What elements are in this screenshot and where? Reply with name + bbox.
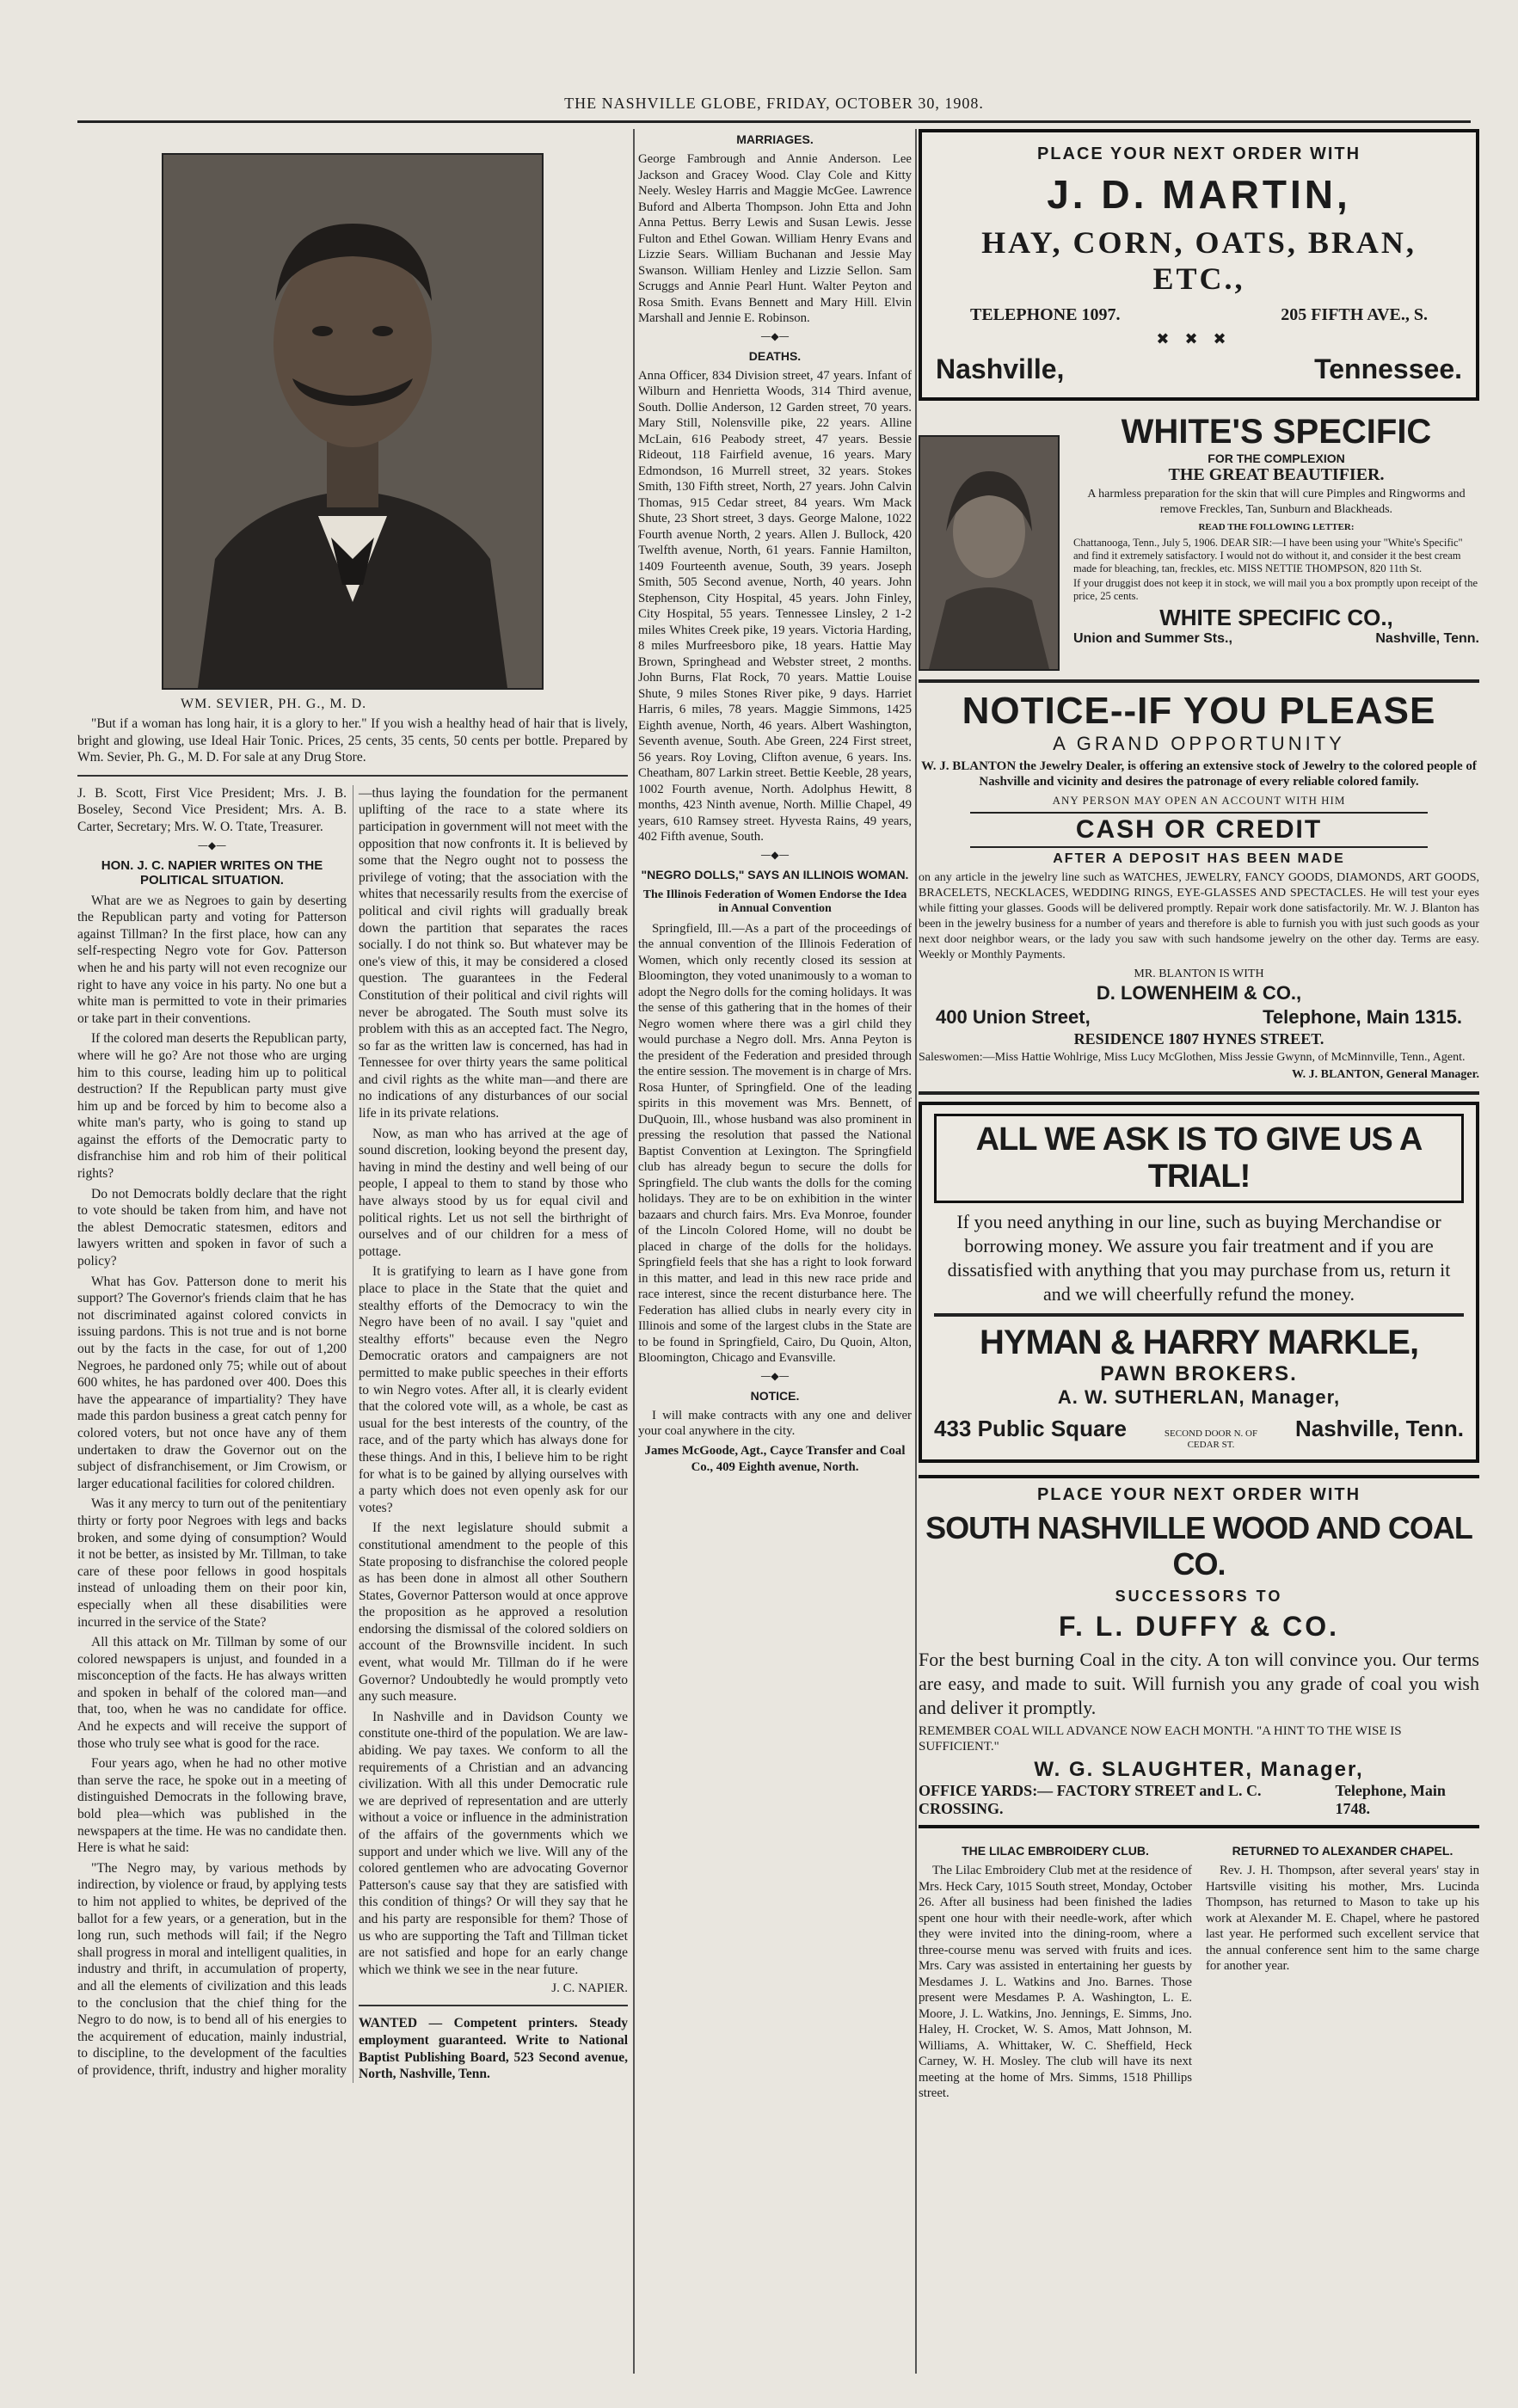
notice-tel: Telephone, Main 1315. [1263, 1006, 1462, 1028]
markle-body: If you need anything in our line, such as buying Merchandise or borrowing money. We assure you fair treatment and if you are dissatisfied with anything that you may purchase from us, return it and we will cheerfully refund the money. [947, 1211, 1451, 1305]
napier-paragraph: Four years ago, when he had no other motive than serve the race, he spoke out in a meeting of distinguished Democrats in the following brave, bold plea—which was published in the newspapers at the time. He was no candidate then. Here is what he said: [77, 1756, 347, 1856]
chapel-heading: RETURNED TO ALEXANDER CHAPEL. [1232, 1844, 1453, 1858]
martin-state: Tennessee. [1314, 353, 1462, 384]
portrait-image [919, 435, 1060, 671]
white-for: FOR THE COMPLEXION [1208, 452, 1345, 465]
martin-line1: PLACE YOUR NEXT ORDER WITH [1036, 144, 1361, 163]
coal-remember: REMEMBER COAL WILL ADVANCE NOW EACH MONTH. "A HINT TO THE WISE IS SUFFICIENT." [919, 1724, 1402, 1754]
lilac-article [919, 1837, 1192, 2105]
dolls-article: Springfield, Ill.—As a part of the proceedings of the annual convention of the Illinois Federation of Women, which only recently closed its session at Bloomington, they voted unanimously to a woman to adopt the Negro dolls for the coming holidays. It was the sense of this gathering that in the homes of their Negro women where there was a girl child they would purchase a Negro doll. Mrs. Anna Peyton is the president of the Federation and presided through the entire session. The movement is in charge of Mrs. Rosa Hunter, of Springfield. One of the leading spirits in this movement was Mrs. Bennett, of DuQuoin, Ill., whose husband was also prominent in pressing the resolution that passed the National Baptist Convention at Lexington. The Springfield club has already begun to secure the dolls for Springfield. The club wants the dolls for the coming holidays. They are to be on exhibition in the winter bazaars and church fairs. Mrs. Eva Monroe, founder of the Lincoln Colored Home, will no doubt be placed in charge of the dolls for the holidays. Springfield feels that she has a right to look forward in this matter, and lead in this new race pride and race interest, since the recent disturbance here. The Federation has allied clubs in nearly every city in Illinois and some of the largest clubs in the State are to be found in Springfield, Cairo, Du Quoin, Alton, Bloomington, Chicago and Evansville. [638, 921, 912, 1365]
notice-body: I will make contracts with any one and deliver your coal anywhere in the city. [638, 1408, 912, 1438]
chapel-body: Rev. J. H. Thompson, after several years' stay in Hartsville visiting his mother, Mrs. Lucinda Thompson, has returned to Mason to take up his work at Alexander M. E. Chapel, where he pastored last year. He performed such excellent service that the annual conference sent him to the same charge for another year. [1206, 1864, 1479, 1973]
notice-any: ANY PERSON MAY OPEN AN ACCOUNT WITH HIM [1052, 794, 1346, 807]
white-company: WHITE SPECIFIC CO., [1159, 605, 1393, 630]
napier-paragraph: "The Negro may, by various methods by indirection, by violence or fraud, by applying tests to him not applied to whites, be deprived of the ballot for a few years, or a generation, but in the long run, such methods will fail; if the Negro shall progress in moral and intelligent qualities, in industry and thrift, in accumulation of property, and all the elements of civilization and this leads to the conclusion that the chief thing for the Negro to do now, is to bend all of his energies to the acquirement of education, mainly industrial, to discipline, to the development of the faculties of providence, thrift, industry and higher morality—thus laying the foundation for the permanent uplifting of the race to a state where its participation in government will not meet with the opposition that now confronts it. It is believed by some that the Negro ought not to possess the privilege of voting; that the association with the whites that necessarily results from the exercise of political and civil rights will gradually break down the partition that separates the races socially. I do not think so. But whatever may be one's view of this, it may be considered a closed question. The guarantees in the Federal Constitution of their political and civil rights will never be abrogated. The South must solve its problem with this as an accepted fact. The Negro, so far as the written law is concerned, has had in Tennessee for over thirty years the same political and civil rights as the white man—and there are no indications of any disturbances of our social life in its private relations. [77, 785, 628, 2078]
napier-paragraph: Now, as man who has arrived at the age of sound discretion, looking beyond the present day, having in mind the destiny and well being of our people, I appeal to them to stand by those who have always stood by us for equal civil and political rights. Let us not sell the birthright of ourselves and of our children for a mess of pottage. [359, 1126, 628, 1259]
napier-paragraph: What has Gov. Patterson done to merit his support? The Governor's friends claim that he has not discriminated against colored convicts in issuing pardons. This is not true and is not borne out by the facts in the case, for out of 1,200 Negroes, he pardoned only 75; while out of about 600 whites, he has pardoned over 400. Does this have the appearance of impartiality? They have made this pardon business a great catch penny for colored voters, but not once have any of them undertaken to draw the Governor out on the subject of disfranchisement, or Jim Crowism, or larger educational facilities for colored children. [77, 1274, 347, 1491]
wanted-ad: WANTED — Competent printers. Steady employment guaranteed. Write to National Baptist Publishing Board, 523 Second avenue, North, Nashville, Tenn. [359, 2016, 628, 2082]
portrait-caption: WM. SEVIER, PH. G., M. D. [181, 697, 367, 711]
notice-lead: W. J. BLANTON the Jewelry Dealer, is offering an extensive stock of Jewelry to the colored people of Nashville and vicinity and desires the patronage of every reliable colored family. [921, 759, 1477, 789]
martin-ad [919, 129, 1479, 401]
notice-signature: James McGoode, Agt., Cayce Transfer and Coal Co., 409 Eighth avenue, North. [644, 1443, 906, 1475]
white-desc: A harmless preparation for the skin that will cure Pimples and Ringworms and remove Freckles, Tan, Sunburn and Blackheads. [1087, 488, 1466, 516]
dolls-subheading: The Illinois Federation of Women Endorse the Idea in Annual Convention [642, 888, 907, 915]
portrait-illustration [163, 155, 542, 688]
white-letter-head: READ THE FOLLOWING LETTER: [1198, 522, 1355, 532]
notice-heading: NOTICE. [750, 1388, 800, 1403]
markle-trade: PAWN BROKERS. [1100, 1362, 1298, 1385]
column-right [919, 129, 1479, 2374]
notice-residence: RESIDENCE 1807 HYNES STREET. [1073, 1030, 1324, 1047]
martin-phone: TELEPHONE 1097. [970, 305, 1121, 324]
white-title: WHITE'S SPECIFIC [1121, 413, 1432, 451]
white-city: Nashville, Tenn. [1375, 631, 1479, 646]
markle-address: 433 Public Square [934, 1416, 1127, 1441]
martin-goods: HAY, CORN, OATS, BRAN, ETC., [981, 225, 1417, 296]
notice-sub: A GRAND OPPORTUNITY [1053, 733, 1345, 754]
coal-name: SOUTH NASHVILLE WOOD AND COAL CO. [925, 1510, 1472, 1582]
notice-deposit: AFTER A DEPOSIT HAS BEEN MADE [1053, 851, 1345, 866]
napier-paragraph: It is gratifying to learn as I have gone from place to place in the State that the quiet and stealthy efforts of the Democracy to win the Negro have been of no avail. I say "quiet and stealthy efforts" because even the Negro Democratic orators and campaigners are not permitted to make public speeches in their efforts to win Negro votes. After all, it is clearly evident that the colored vote will, as a whole, be cast as usual for the best interests of the country, of the race, and of the party which has always done for these things. And in this, I believe him to be right for what is to be gained by allying ourselves with a party which does not even openly ask for our votes? [359, 1264, 628, 1515]
marriages-heading: MARRIAGES. [736, 132, 814, 146]
hair-tonic-ad: "But if a woman has long hair, it is a glory to her." If you wish a healthy head of hair that is lively, bright and glowing, use Ideal Hair Tonic. Prices, 25 cents, 35 cents, 50 cents per bottle. Prepared by Wm. Sevier, Ph. G., M. D. For sale at any Drug Store. [77, 716, 628, 765]
lilac-body: The Lilac Embroidery Club met at the residence of Mrs. Heck Cary, 1015 South street, Monday, October 26. After all business had been finished the ladies spent one hour with their needle-work, after which they were invited into the dining-room, where a three-course menu was served with fruits and ices. Mrs. Cary was assisted in entertaining her guests by Mesdames J. L. Watkins and Jno. Barnes. Those present were Mesdames P. A. Washington, L. E. Moore, J. L. Watkins, Jno. Jennings, E. Simms, Jno. Haley, H. Crocket, W. S. Amos, Matt Johnson, M. Williams, A. Whittaker, W. C. Sheffield, Heck Carney, W. H. Mosley. The club will have its next meeting at the home of Mrs. Simms, 1518 Phillips street. [919, 1864, 1192, 2100]
chapel-article [1206, 1837, 1479, 2105]
notice-body: on any article in the jewelry line such as WATCHES, JEWELRY, FANCY GOODS, DIAMONDS, ART GOODS, BRACELETS, NECKLACES, WEDDING RINGS, EYE-GLASSES AND SPECTACLES. He will test your eyes while fitting your glasses. Goods will be delivered promptly. Repair work done satisfactorily. Mr. W. J. Blanton has been in the jewelry business for a number of years and therefore is able to furnish you with just such goods as your next door neighbor wears, or the lady you saw with such handsome jewelry on the other day. Terms are easy. Weekly or Monthly Payments. [919, 871, 1479, 961]
marriages-list: George Fambrough and Annie Anderson. Lee Jackson and Gracey Wood. Clay Cole and Kitty Neely. Wesley Harris and Maggie McGee. Lawrence Buford and Alberta Thompson. John Etta and John Anna Pettus. Berry Lewis and Susan Lewis. Jesse Fulton and Ethel Gowan. William Henry Evans and Lizzie Sears. William Buchanan and Jessie May Swanson. William Henley and Lizzie Sellon. Sam Scruggs and Annie Pearl Hunt. Walter Peyton and Rosa Smith. Evans Bennett and Mary Hill. Elvin Marshall and Jennie E. Robinson. [638, 152, 912, 325]
notice-with: MR. BLANTON IS WITH [1134, 968, 1264, 980]
column-middle: MARRIAGES. George Fambrough and Annie Anderson. Lee Jackson and Gracey Wood. Clay Cole and Kitty Neely. Wesley Harris and Maggie McGee. Lawrence Buford and Alberta Thompson. John Etta and John Anna Pettus. Berry Lewis and Susan Lewis. Jesse Fulton and Ethel Gowan. William Henry Evans and Lizzie Sears. William Buchanan and Jessie May Swanson. William Henley and Lizzie Sellon. Sam Scruggs and Annie Pearl Hunt. Walter Peyton and Rosa Smith. Evans Bennett and Mary Hill. Elvin Marshall and Jennie E. Robinson. —◆— DEATHS. Anna Officer, 834 Division street, 47 years. Infant of Wilburn and Henrietta Woods, 314 Third avenue, South. Dollie Anderson, 12 Garden street, 70 years. Mary Still, Nolensville pike, 22 years. Alline McLain, 616 Peabody street, 47 years. Bessie Rideout, 118 Fairfield avenue, 16 years. Mary Edmondson, 16 Murrell street, 32 years. Stokes Smith, 130 Fifth street, North, 27 years. John Calvin Thomas, 915 Cedar street, 84 years. Wm Mack Shute, 23 Short street, 3 days. George Malone, 1022 Fourth avenue North, 2 years. Allen J. Bullock, 420 Twelfth avenue, North, 61 years. Fannie Hamilton, 1409 Fourteenth avenue, South, 39 years. Joseph Smith, 505 Second avenue, North, 40 years. John Stephenson, City Hospital, 45 years. John Finley, City Hospital, 55 years. Tennessee Linsley, 2 1-2 miles Whites Creek pike, 19 years. Victoria Harding, 8 miles Murfreesboro pike, 18 years. Hattie May Brown, Springhead and Webster street, 2 months. John Burns, Flat Rock, 70 years. Mattie Louise Shute, 9 miles Stones River pike, 9 days. Harriet Harris, 6 miles, 78 years. Maggie Simmons, 1425 Eighth avenue, North, 46 years. Albert Washington, Seventh avenue, South. Abe Green, 224 First street, 56 years. Roy Loving, Clifton avenue, 6 years. Ins. Cheatham, 807 Larkin street. Bettie Keeble, 28 years, 1002 Fourth avenue, North. Adolphus Hewitt, 8 months, 423 Ninth avenue, North. Millie Chapel, 49 years, 610 Ramsey street. Hyvesta Rains, 49 years, 402 Fifth avenue, South. —◆— "NEGRO DOLLS," SAYS AN ILLINOIS WOMAN. The Illinois Federation of Women Endorse the Idea in Annual Convention Springfield, Ill.—As a part of the proceedings of the annual convention of the Illinois Federation of Women, which only recently closed its session at Bloomington, they voted unanimously to a woman to adopt the Negro dolls for the coming holidays. It was the sense of this gathering that in the homes of their Negro women where there was a girl child they would purchase a Negro doll. Mrs. Anna Peyton is the president of the Federation and presided through the entire session. The movement is in charge of Mrs. Rosa Hunter, of Springfield. One of the leading spirits in this movement was Mrs. Bennett, of DuQuoin, Ill., whose husband was also prominent in pressing the resolution that passed the National Baptist Convention at Lexington. The Springfield club has already begun to secure the dolls for Springfield. The club wants the dolls for the coming holidays. They are to be on exhibition in the winter bazaars and church fairs. Mrs. Eva Monroe, founder of the Lincoln Colored Home, will no doubt be placed in charge of the dolls for the holidays. Springfield feels that she has a right to look forward in this matter, and lead in this new race pride and race interest, since the recent disturbance here. The Federation has allied clubs in nearly every city in Illinois and some of the largest clubs in the State are to be found in Springfield, Cairo, Du Quoin, Alton, Bloomington, Chicago and Evansville. —◆— NOTICE. I will make contracts with any one and deliver your coal anywhere in the city. James McGoode, Agt., Cayce Transfer and Coal Co., 409 Eighth avenue, North. [638, 129, 912, 2374]
napier-paragraph: What are we as Negroes to gain by deserting the Republican party and voting for Patterson against Tillman? In the first place, how can any self-respecting Negro vote for Gov. Patterson when he and his party will not even recognize our right to have any voice in his party. No one but a white man is permitted to vote in their primaries or take part in their conventions. [77, 893, 347, 1026]
coal-succ: SUCCESSORS TO [1115, 1588, 1283, 1605]
page-header [77, 86, 1471, 123]
notice-street: 400 Union Street, [936, 1006, 1091, 1028]
coal-ad [919, 1475, 1479, 1828]
notice-firm: D. LOWENHEIM & CO., [1096, 982, 1302, 1004]
napier-signature: J. C. NAPIER. [551, 1981, 628, 1996]
napier-paragraph: If the colored man deserts the Republican party, where will he go? Are not those who are urging him to this course, leading him up to political destruction? If the Republican party must give him up and be forced by him to become also a white man's party, who is going to stand up against the efforts of the Democratic party to disfranchise him and rob him of their political rights? [77, 1031, 347, 1182]
napier-paragraph: All this attack on Mr. Tillman by some of our colored newspapers is unjust, and founded in a misconception of the facts. He has always written and spoken in behalf of the colored man—and that, too, when he was no candidate for office. And he expects and will receive the support of those who truly see what is good for the race. [77, 1635, 347, 1751]
woman-portrait-icon [920, 437, 1058, 669]
club-officers: J. B. Scott, First Vice President; Mrs. J. B. Boseley, Second Vice President; Mrs. A. B. Carter, Secretary; Mrs. W. O. Ttate, Treasurer. [77, 785, 347, 834]
dolls-heading: "NEGRO DOLLS," SAYS AN ILLINOIS WOMAN. [641, 867, 909, 882]
coal-tel: Telephone, Main 1748. [1335, 1782, 1446, 1817]
notice-manager: W. J. BLANTON, General Manager. [1291, 1068, 1479, 1081]
napier-article: J. B. Scott, First Vice President; Mrs. J. B. Boseley, Second Vice President; Mrs. A. B. Carter, Secretary; Mrs. W. O. Ttate, Treasurer. —◆— HON. J. C. NAPIER WRITES ON THE POLITICAL SITUATION. What are we as Negroes to gain by deserting the Republican party and voting for Patterson against Tillman? In the first place, how can any self-respecting Negro vote for Gov. Patterson when he and his party will not even recognize our right to have any voice in his party. No one but a white man is permitted to vote in their primaries or take part in their conventions. If the colored man deserts the Republican party, where will he go? Are not those who are urging him to this course, leading him up to political destruction? If the Republican party must give him up and be forced by him to become also a white man's party, who is going to stand up against the efforts of the Democratic party to disfranchise him and rob him of their political rights? Do not Democrats boldly declare that the right to vote should be taken from him, and have not the ablest Democratic statesmen, editors and lawyers written and spoken in favor of such a policy? What has Gov. Patterson done to merit his support? The Governor's friends claim that he has not discriminated against colored convicts in issuing pardons. This is not true and is not borne out by the facts in the case, for out of 1,200 Negroes, he pardoned only 75; while out of about 600 whites, he has pardoned over 400. Does this have the appearance of impartiality? They have made this pardon business a great catch penny for colored voters, but not once have any of them undertaken to draw the Governor out on the subject of disfranchisement, or Jim Crowism, or larger educational facilities for colored children. Was it any mercy to turn out of the penitentiary thirty or forty poor Negroes with legs and backs broken, and some dying of consumption? Would it not be better, as insisted by Mr. Tillman, to take care of these poor fellows in good hospitals instead of unloading them on their poor kin, especially when all these disabilities were incurred in the service of the State? All this attack on Mr. Tillman by some of our colored newspapers is unjust, and founded in a misconception of the facts. He has always written and spoken in behalf of the colored man—and that, too, when he was no candidate for office. And he expects and will receive the support of those who truly see what is good for the race. Four years ago, when he had no other motive than serve the race, he spoke out in a meeting of distinguished Democrats in the following brave, bold plea—which was published in the newspapers at the time. He was no candidate then. Here is what he said: "The Negro may, by various methods by indirection, by violence or fraud, by applying tests to him not applied to whites, be deprived of the ballot for a few years, or a generation, but in the long run, such methods will fail; if the Negro shall progress in moral and intelligent qualities, in industry and thrift, in accumulation of property, and all the elements of civilization and this leads to the conclusion that the chief thing for the Negro to do now, is to bend all of his energies to the acquirement of education, mainly industrial, to discipline, to the development of the faculties of providence, thrift, industry and higher morality—thus laying the foundation for the permanent uplifting of the race to a state where its participation in government will not meet with the opposition that now confronts it. It is believed by some that the Negro ought not to possess the privilege of voting; that the association with the whites that necessarily results from the exercise of political and civil rights will gradually break down the partition that separates the races socially. I do not think so. But whatever may be one's view of this, it may be considered a closed question. The guarantees in the Federal Constitution of their political and civil rights will never be abrogated. The South must solve its problem with this as an accepted fact. The Negro, so far as the written law is concerned, has had in Tennessee for over thirty years the same political and civil rights as the white man—and there are no indications of any disturbances of our social life in its private relations. Now, as man who has arrived at the age of sound discretion, looking beyond the present day, having in mind the destiny and well being of our people, I appeal to them to stand by those who have always stood by us for equal civil and political rights. Let us not sell the birthright of ourselves and of our children for a mess of pottage. It is gratifying to learn as I have gone from place to place in the State that the quiet and stealthy efforts of the Democracy to win the Negro have been of no avail. I say "quiet and stealthy efforts" because even the Negro Democratic orators and campaigners are not permitted to make public speeches in their efforts to win Negro votes. After all, it is clearly evident that the colored vote will, as a whole, be cast as usual for the best interests of the country, of the race, and of the party which has always done for these things. And in this, I believe him to be right for what is to be gained by allying ourselves with a party which does not even openly ask for our votes? If the next legislature should submit a constitutional amendment to the people of this State proposing to disfranchise the colored people as has been done in almost all other Southern States, Governor Patterson would at once approve the proposition as he approved a resolution endorsing the dismissal of the colored soldiers on account of the Brownsville incident. In such event, what would Mr. Tillman do if he were Governor? Undoubtedly he would promptly veto any such measure. In Nashville and in Davidson County we constitute one-third of the population. We are law-abiding. We pay taxes. We conform to all the requirements of a Christian and an advancing civilization. With all this under Democratic rule we are deprived of representation and are utterly without a voice or influence in the administration of the affairs of the governments which we support and under which we live. Will any of the colored gentlemen who are advocating Governor Patterson's cause say that they are satisfied with this condition of things? Or will they say that he and his party are responsible for them? Those of us who are supporting the Taft and Tillman ticket are not satisfied and hope for an early change which we think we see in the near future. J. C. NAPIER. WANTED — Competent printers. Steady employment guaranteed. Write to National Baptist Publishing Board, 523 Second avenue, North, Nashville, Tenn. [77, 785, 628, 2082]
napier-paragraph: In Nashville and in Davidson County we constitute one-third of the population. We are law-abiding. We pay taxes. We conform to all the requirements of a Christian and an advancing civilization. With all this under Democratic rule we are deprived of representation and are utterly without a voice or influence in the administration of the affairs of the governments which we support and under which we live. Will any of the colored gentlemen who are advocating Governor Patterson's cause say that they are satisfied with this condition of things? Or will they say that he and his party are responsible for them? Those of us who are supporting the Taft and Tillman ticket are not satisfied and hope for an early change which we think we see in the near future. [359, 1709, 628, 1977]
bottom-news [919, 1837, 1479, 2105]
blanton-ad [919, 690, 1479, 1083]
coal-body: For the best burning Coal in the city. A ton will convince you. Our terms are easy, and made to suit. Will furnish you any grade of coal you wish and deliver it promptly. [919, 1649, 1479, 1718]
coal-line1: PLACE YOUR NEXT ORDER WITH [1036, 1485, 1361, 1504]
column-rule-2 [915, 129, 917, 2374]
deaths-heading: DEATHS. [748, 348, 802, 363]
column-rule-1 [633, 129, 635, 2374]
white-letter: Chattanooga, Tenn., July 5, 1906. DEAR SIR:—I have been using your "White's Specific" and find it extremely satisfactory. I would not do without it, and consider it the best cream made for bleaching, tan, freckles, etc. MISS NETTIE THOMPSON, 820 11th St. [1073, 537, 1463, 574]
napier-paragraph: If the next legislature should submit a constitutional amendment to the people of this State proposing to disfranchise the colored people as has been done in almost all other Southern States, Governor Patterson would at once approve the proposition as he approved a resolution endorsing the dismissal of the colored soldiers on account of the Brownsville incident. In such event, what would Mr. Tillman do if he were Governor? Undoubtedly he would promptly veto any such measure. [359, 1520, 628, 1705]
notice-title: NOTICE--IF YOU PLEASE [962, 690, 1436, 732]
cash-or-credit: CASH OR CREDIT [970, 812, 1428, 848]
martin-name: J. D. MARTIN, [1047, 172, 1351, 217]
white-address: Union and Summer Sts., [1073, 631, 1232, 646]
column-left [77, 129, 628, 2374]
ornament-icon: ✖✖✖ [1156, 330, 1242, 348]
martin-city: Nashville, [936, 353, 1065, 384]
masthead-title: THE NASHVILLE GLOBE, FRIDAY, OCTOBER 30, 1908. [564, 94, 984, 112]
coal-office: OFFICE YARDS:— FACTORY STREET and L. C. CROSSING. [919, 1782, 1262, 1817]
notice-sales: Saleswomen:—Miss Hattie Wohlrige, Miss Lucy McGlothen, Miss Jessie Gwynn, of McMinnville, Tenn., Agent. [919, 1051, 1466, 1064]
martin-address: 205 FIFTH AVE., S. [1281, 305, 1428, 324]
markle-manager: A. W. SUTHERLAN, Manager, [1057, 1386, 1341, 1408]
markle-ad [919, 1102, 1479, 1463]
napier-heading: HON. J. C. NAPIER WRITES ON THE POLITICAL SITUATION. [101, 857, 323, 888]
deaths-list: Anna Officer, 834 Division street, 47 years. Infant of Wilburn and Henrietta Woods, 314 Third avenue, South. Dollie Anderson, 12 Garden street, 70 years. Mary Still, Nolensville pike, 22 years. Alline McLain, 616 Peabody street, 47 years. Bessie Rideout, 118 Fairfield avenue, 16 years. Mary Edmondson, 16 Murrell street, 32 years. Stokes Smith, 130 Fifth street, North, 27 years. John Calvin Thomas, 915 Cedar street, 84 years. Wm Mack Shute, 23 Short street, 3 days. George Malone, 1022 Fourth avenue North, 2 years. Allen J. Bullock, 420 Twelfth avenue, North, 61 years. Fannie Hamilton, 1409 Fourteenth avenue, South, 39 years. Joseph Smith, 505 Second avenue, North, 40 years. John Stephenson, City Hospital, 45 years. John Finley, City Hospital, 55 years. Tennessee Linsley, 2 1-2 miles Whites Creek pike, 19 years. Victoria Harding, 8 miles Murfreesboro pike, 18 years. Hattie May Brown, Springhead and Webster street, 2 months. John Burns, Flat Rock, 70 years. Mattie Louise Shute, 9 miles Stones River pike, 9 days. Harriet Harris, 6 miles, 78 years. Maggie Simmons, 1425 Eighth avenue, North, 46 years. Albert Washington, Seventh avenue, South. Abe Green, 224 First street, 56 years. Roy Loving, Clifton avenue, 6 years. Ins. Cheatham, 807 Larkin street. Bettie Keeble, 28 years, 1002 Fourth avenue, North. Adolphus Hewitt, 8 months, 423 Ninth avenue, North. Millie Chapel, 49 years, 610 Ramsey street. Hyvesta Rains, 49 years, 402 Fifth avenue, South. [638, 368, 912, 844]
coal-manager: W. G. SLAUGHTER, Manager, [1034, 1758, 1364, 1781]
coal-duffy: F. L. DUFFY & CO. [1059, 1611, 1339, 1642]
white-mail: If your druggist does not keep it in stock, we will mail you a box promptly upon receipt of the price, 25 cents. [1073, 577, 1478, 602]
white-specific-ad [919, 413, 1479, 671]
white-tag: THE GREAT BEAUTIFIER. [1168, 465, 1385, 484]
markle-city: Nashville, Tenn. [1294, 1416, 1464, 1441]
markle-door: SECOND DOOR N. OF CEDAR ST. [1164, 1428, 1258, 1450]
markle-banner: ALL WE ASK IS TO GIVE US A TRIAL! [934, 1114, 1464, 1203]
markle-name: HYMAN & HARRY MARKLE, [979, 1324, 1419, 1361]
portrait-photo [162, 153, 544, 690]
divider [77, 775, 628, 777]
napier-paragraph: Was it any mercy to turn out of the penitentiary thirty or forty poor Negroes with legs and backs broken, and some dying of consumption? Would it not be better, as insisted by Mr. Tillman, to take care of these poor fellows in good hospitals instead of unloading them on their poor kin, especially when all these disabilities were incurred in the service of the State? [77, 1496, 347, 1630]
lilac-heading: THE LILAC EMBROIDERY CLUB. [962, 1844, 1149, 1858]
napier-paragraph: Do not Democrats boldly declare that the right to vote should be taken from him, and have not the ablest Democratic statesmen, editors and lawyers written and spoken in favor of such a policy? [77, 1186, 347, 1269]
